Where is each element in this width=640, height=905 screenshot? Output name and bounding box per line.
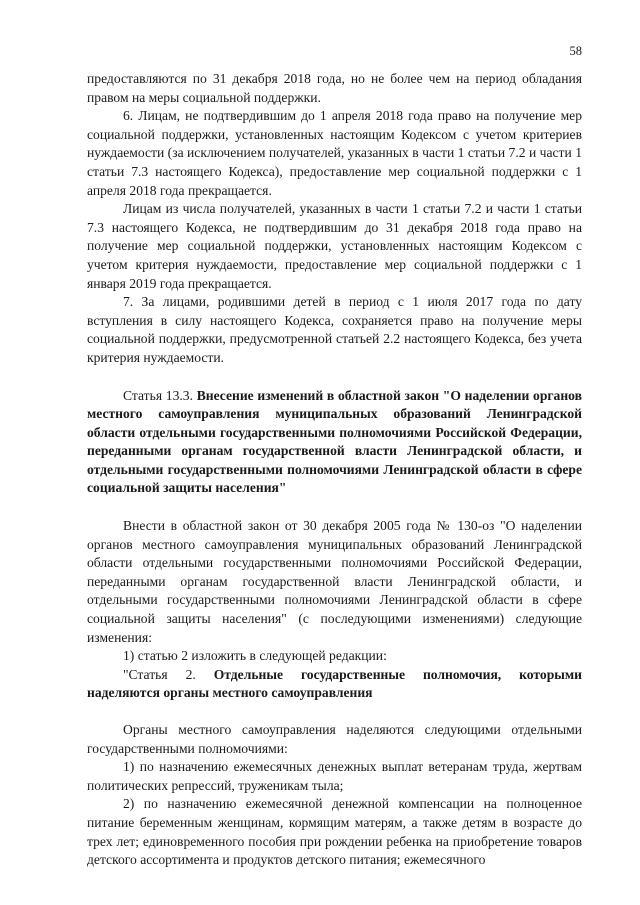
paragraph-item-7: 7. За лицами, родившими детей в период с 1 июля 2017 года по дату вступления в силу настоящего Кодекса, сохраняется право на получение меры социальной поддержки, предусмотренной статьей 2.2 настоящего Кодекса, без учета критерия нуждаемости. (87, 294, 582, 365)
sub-article-title: Отдельные государственные полномочия, которыми наделяются органы местного самоуправления (87, 666, 582, 701)
sub-article-heading (87, 666, 582, 703)
paragraph-power-1: 1) по назначению ежемесячных денежных выплат ветеранам труда, жертвам политических репрессий, труженикам тыла; (87, 759, 582, 793)
article-title: Внесение изменений в областной закон "О наделении органов местного самоуправления муниципальных образований Ленинградской области отдельными государственными полномочиями Российской Федерации, переданными органам государственной власти Ленинградской области, и отдельными государственными полномочиями Ленинградской области в сфере социальной защиты населения" (87, 387, 582, 496)
paragraph-item-6: 6. Лицам, не подтвердившим до 1 апреля 2018 года право на получение мер социальной поддержки, установленных настоящим Кодексом с учетом критериев нуждаемости (за исключением получателей, указанных в части 1 статьи 7.2 и части 1 статьи 7.3 настоящего Кодекса), предоставление мер социальной поддержки с 1 апреля 2018 года прекращается. (87, 108, 582, 198)
page-number: 58 (569, 44, 582, 58)
paragraph-power-2: 2) по назначению ежемесячной денежной компенсации на полноценное питание беременным женщинам, кормящим матерям, а также детям в возрасте до трех лет; единовременного пособия при рождении ребенка на приобретение товаров детского ассортимента и продуктов детского питания; ежемесячного (87, 796, 582, 868)
amendment-intro: Внести в областной закон от 30 декабря 2005 года № 130-оз "О наделении органов местного самоуправления муниципальных образований Ленинградской области отдельными государственными полномочиями Российской Федерации, переданными органам государственной власти Ленинградской области, и отдельными государственными полномочиями Ленинградской области в сфере социальной защиты населения" (с последующими изменениями) следующие изменения: (87, 518, 582, 645)
amendment-item-1: 1) статью 2 изложить в следующей редакции: (123, 648, 387, 664)
article-heading (87, 387, 582, 499)
paragraph-powers-intro: Органы местного самоуправления наделяются следующими отдельными государственными полномочиями: (87, 722, 582, 756)
paragraph-continuation: предоставляются по 31 декабря 2018 года, но не более чем на период обладания правом на меры социальной поддержки. (87, 71, 582, 105)
sub-article-number: "Статья 2. (123, 666, 214, 682)
article-number: Статья 13.3. (123, 387, 197, 403)
paragraph-recipients: Лицам из числа получателей, указанных в части 1 статьи 7.2 и части 1 статьи 7.3 настоящего Кодекса, не подтвердившим до 31 декабря 2018 года право на получение мер социальной поддержки, установленных настоящим Кодексом с учетом критерия нуждаемости, предоставление мер социальной поддержки с 1 января 2019 года прекращается. (87, 201, 582, 291)
